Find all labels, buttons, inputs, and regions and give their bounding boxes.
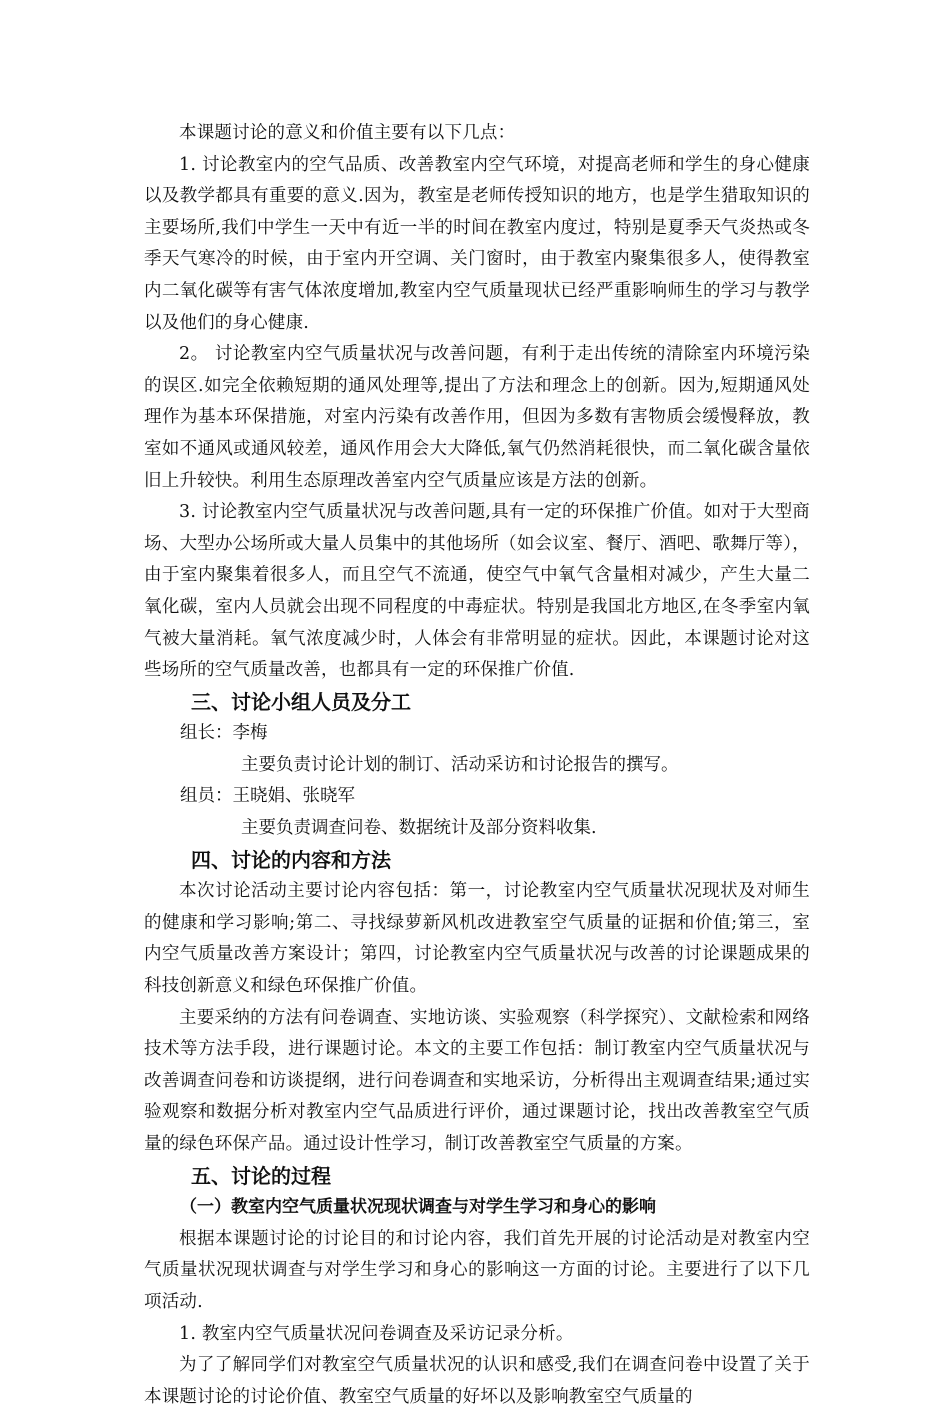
item-1-title: 1. 教室内空气质量状况问卷调查及采访记录分析。 (179, 1323, 574, 1344)
document-page (144, 118, 810, 1413)
significance-point-1: 1. 讨论教室内的空气品质、改善教室内空气环境，对提高老师和学生的身心健康以及教学都具有重要的意义.因为，教室是老师传授知识的地方，也是学生猎取知识的主要场所,我们中学生一天中有近一半的时间在教室内度过，特别是夏季天气炎热或冬季天气寒冷的时候，由于室内开空调、关门窗时，由于教室内聚集很多人，使得教室内二氧化碳等有害气体浓度增加,教室内空气质量现状已经严重影响师生的学习与教学以及他们的身心健康. (144, 154, 810, 333)
section-heading-process: 五、讨论的过程 (191, 1163, 331, 1188)
content-paragraph: 本次讨论活动主要讨论内容包括：第一，讨论教室内空气质量状况现状及对师生的健康和学习影响;第二、寻找绿萝新风机改进教室空气质量的证据和价值;第三，室内空气质量改善方案设计；第四，讨论教室内空气质量状况与改善的讨论课题成果的科技创新意义和绿色环保推广价值。 (144, 881, 810, 997)
section-heading-content-methods: 四、讨论的内容和方法 (191, 847, 391, 872)
section-heading-team: 三、讨论小组人员及分工 (191, 689, 411, 714)
significance-point-2: 2。 讨论教室内空气质量状况与改善问题，有利于走出传统的清除室内环境污染的误区.如完全依赖短期的通风处理等,提出了方法和理念上的创新。因为,短期通风处理作为基本环保措施，对室内污染有改善作用，但因为多数有害物质会缓慢释放，教室如不通风或通风较差，通风作用会大大降低,氧气仍然消耗很快，而二氧化碳含量依旧上升较快。利用生态原理改善室内空气质量应该是方法的创新。 (144, 344, 810, 491)
intro-paragraph: 本课题讨论的意义和价值主要有以下几点： (179, 123, 516, 143)
subsection-heading-1: （一）教室内空气质量状况现状调查与对学生学习和身心的影响 (180, 1197, 656, 1218)
method-paragraph: 主要采纳的方法有问卷调查、实地访谈、实验观察（科学探究）、文献检索和网络技术等方法手段，进行课题讨论。本文的主要工作包括：制订教室内空气质量状况与改善调查问卷和访谈提纲，进行问卷调查和实地采访，分析得出主观调查结果;通过实验观察和数据分析对教室内空气品质进行评价，通过课题讨论，找出改善教室空气质量的绿色环保产品。通过设计性学习，制订改善教室空气质量的方案。 (144, 1007, 810, 1154)
team-members: 组员：王晓娟、张晓军 (180, 786, 355, 807)
process-paragraph: 根据本课题讨论的讨论目的和讨论内容，我们首先开展的讨论活动是对教室内空气质量状况现状调查与对学生学习和身心的影响这一方面的讨论。主要进行了以下几项活动. (144, 1228, 810, 1312)
team-members-duty: 主要负责调查问卷、数据统计及部分资料收集. (241, 818, 597, 839)
item-1-paragraph: 为了了解同学们对教室空气质量状况的认识和感受,我们在调查问卷中设置了关于本课题讨论的讨论价值、教室空气质量的好坏以及影响教室空气质量的 (144, 1355, 810, 1407)
team-leader-duty: 主要负责讨论计划的制订、活动采访和讨论报告的撰写。 (241, 754, 679, 775)
team-leader: 组长：李梅 (180, 723, 268, 744)
significance-point-3: 3. 讨论教室内空气质量状况与改善问题,具有一定的环保推广价值。如对于大型商场、大型办公场所或大量人员集中的其他场所（如会议室、餐厅、酒吧、歌舞厅等），由于室内聚集着很多人，而且空气不流通，使空气中氧气含量相对减少，产生大量二氧化碳，室内人员就会出现不同程度的中毒症状。特别是我国北方地区,在冬季室内氧气被大量消耗。氧气浓度减少时，人体会有非常明显的症状。因此，本课题讨论对这些场所的空气质量改善，也都具有一定的环保推广价值. (144, 502, 810, 681)
